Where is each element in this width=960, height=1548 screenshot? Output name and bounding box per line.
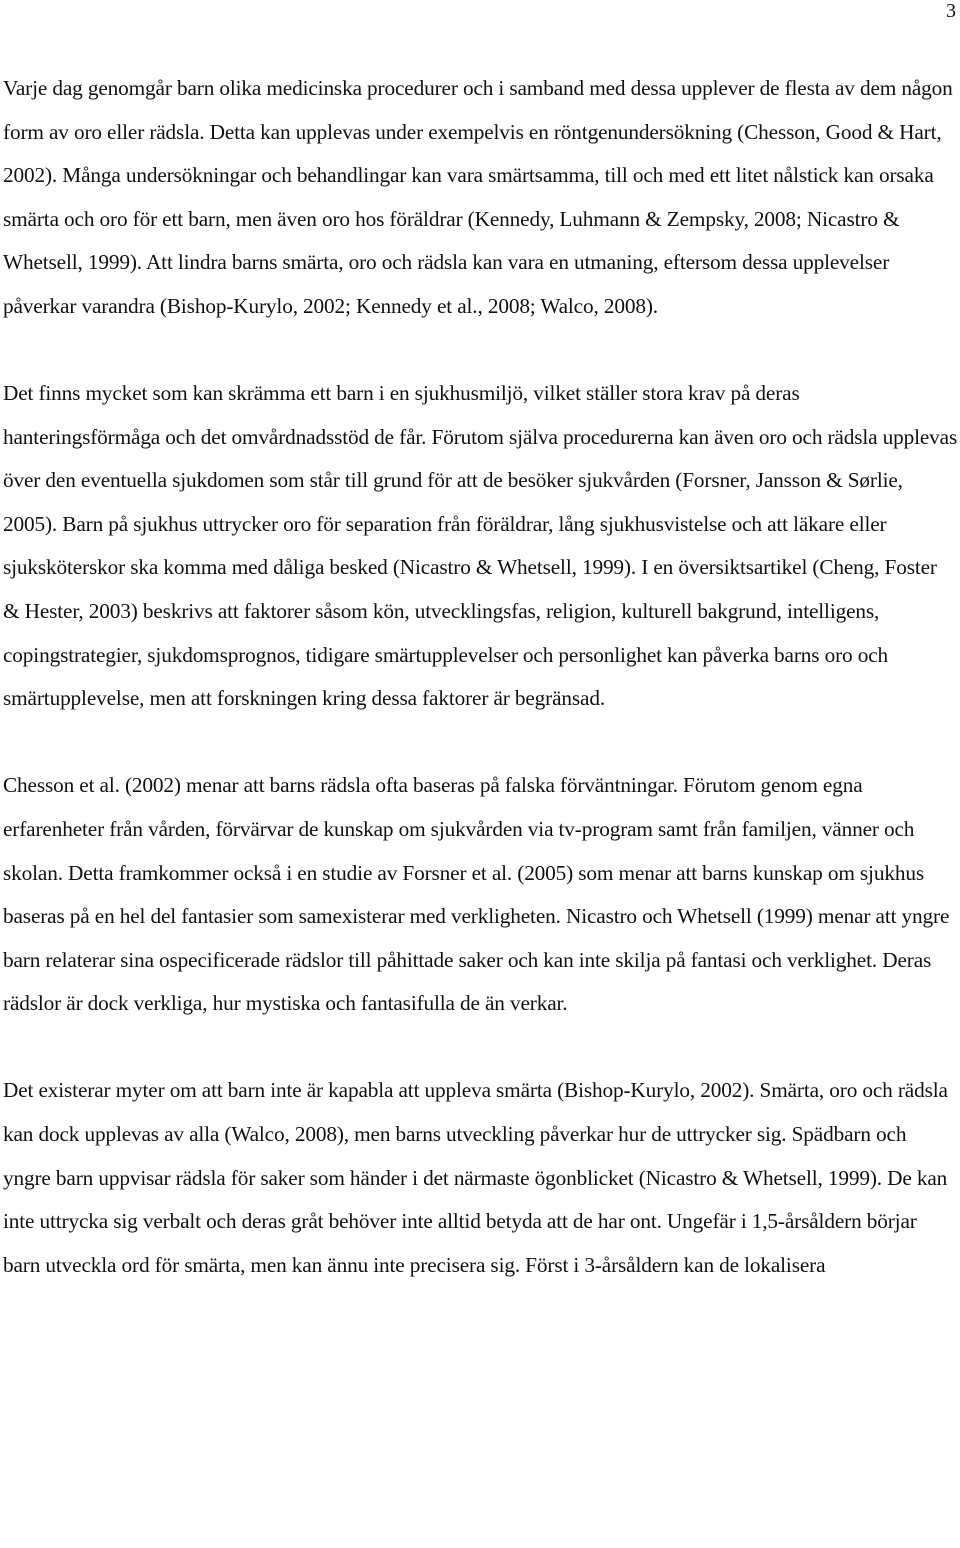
- paragraph-4: Det existerar myter om att barn inte är kapabla att uppleva smärta (Bishop-Kurylo, 2002). Smärta, oro och rädsla kan dock upplevas av alla (Walco, 2008), men barns utveckling påverkar hur de uttrycker sig. Spädbarn och yngre barn uppvisar rädsla för saker som händer i det närmaste ögonblicket (Nicastro & Whetsell, 1999). De kan inte uttrycka sig verbalt och deras gråt behöver inte alltid betyda att de har ont. Ungefär i 1,5-årsåldern börjar barn utveckla ord för smärta, men kan ännu inte precisera sig. Först i 3-årsåldern kan de lokalisera: [3, 1078, 948, 1277]
- page-number: 3: [946, 0, 956, 22]
- paragraph-1: Varje dag genomgår barn olika medicinska procedurer och i samband med dessa upplever de flesta av dem någon form av oro eller rädsla. Detta kan upplevas under exempelvis en röntgenundersökning (Chesson, Good & Hart, 2002). Många undersökningar och behandlingar kan vara smärtsamma, till och med ett litet nålstick kan orsaka smärta och oro för ett barn, men även oro hos föräldrar (Kennedy, Luhmann & Zempsky, 2008; Nicastro & Whetsell, 1999). Att lindra barns smärta, oro och rädsla kan vara en utmaning, eftersom dessa upplevelser påverkar varandra (Bishop-Kurylo, 2002; Kennedy et al., 2008; Walco, 2008).: [3, 76, 953, 318]
- paragraph-3: Chesson et al. (2002) menar att barns rädsla ofta baseras på falska förväntningar. Förutom genom egna erfarenheter från vården, förvärvar de kunskap om sjukvården via tv-program samt från familjen, vänner och skolan. Detta framkommer också i en studie av Forsner et al. (2005) som menar att barns kunskap om sjukhus baseras på en hel del fantasier som samexisterar med verkligheten. Nicastro och Whetsell (1999) menar att yngre barn relaterar sina ospecificerade rädslor till påhittade saker och kan inte skilja på fantasi och verklighet. Deras rädslor är dock verkliga, hur mystiska och fantasifulla de än verkar.: [3, 773, 950, 1016]
- body-text: [3, 67, 958, 1287]
- paragraph-2: Det finns mycket som kan skrämma ett barn i en sjukhusmiljö, vilket ställer stora krav på deras hanteringsförmåga och det omvårdnadsstöd de får. Förutom själva procedurerna kan även oro och rädsla upplevas över den eventuella sjukdomen som står till grund för att de besöker sjukvården (Forsner, Jansson & Sørlie, 2005). Barn på sjukhus uttrycker oro för separation från föräldrar, lång sjukhusvistelse och att läkare eller sjuksköterskor ska komma med dåliga besked (Nicastro & Whetsell, 1999). I en översiktsartikel (Cheng, Foster & Hester, 2003) beskrivs att faktorer såsom kön, utvecklingsfas, religion, kulturell bakgrund, intelligens, copingstrategier, sjukdomsprognos, tidigare smärtupplevelser och personlighet kan påverka barns oro och smärtupplevelse, men att forskningen kring dessa faktorer är begränsad.: [3, 381, 958, 711]
